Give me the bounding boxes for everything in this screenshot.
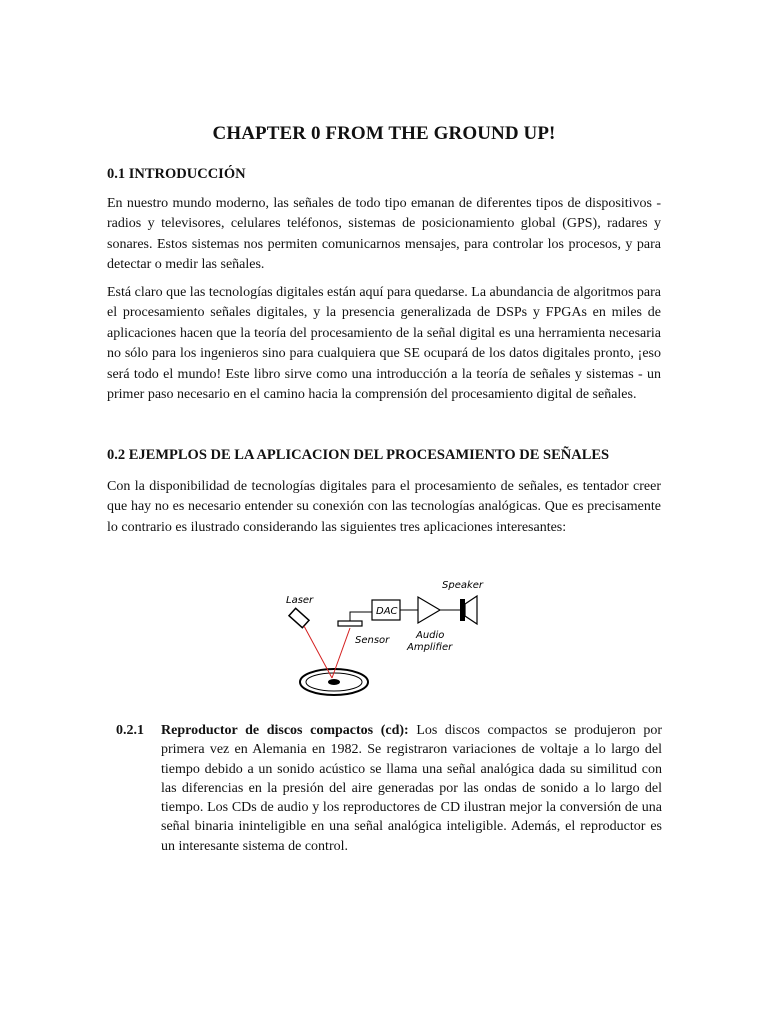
- sensor-dac-line: [350, 612, 372, 621]
- cd-player-diagram: [270, 570, 490, 710]
- intro-paragraph-1: En nuestro mundo moderno, las señales de todo tipo emanan de diferentes tipos de dispositivos - radios y televisores, celulares teléfonos, sistemas de posicionamiento global (GPS), radares y sonares. Estos sistemas nos permiten comunicarnos mensajes, para controlar los procesos, y para detectar o medir las señales.: [107, 196, 661, 273]
- subsection-term: Reproductor de discos compactos (cd):: [161, 723, 409, 738]
- subsection-body: [161, 721, 662, 856]
- label-laser: Laser: [286, 595, 314, 606]
- amplifier-triangle: [418, 597, 440, 623]
- speaker-cone: [465, 596, 477, 624]
- ejemplos-paragraph: Con la disponibilidad de tecnologías digitales para el procesamiento de señales, es tentador creer que hay no es necesario entender su conexión con las tecnologías analógicas. Que es precisamente lo contrario es ilustrado considerando las siguientes tres aplicaciones interesantes:: [107, 479, 661, 535]
- intro-paragraph-2: Está claro que las tecnologías digitales están aquí para quedarse. La abundancia de algoritmos para el procesamiento señales digitales, y la presencia generalizada de DSPs y FPGAs en miles de aplicaciones hacen que la teoría del procesamiento de la señal digital es una herramienta necesaria no sólo para los ingenieros sino para cualquiera que SE ocupará de los datos digitales pronto, ¡eso será todo el mundo! Este libro sirve como una introducción a la teoría de señales y sistemas - un primer paso necesario en el camino hacia la comprensión del procesamiento digital de señales.: [107, 285, 661, 403]
- label-dac: DAC: [376, 606, 398, 617]
- speaker-magnet: [460, 599, 465, 621]
- subsection-cd-player: [116, 721, 662, 856]
- section-heading-ejemplos: 0.2 EJEMPLOS DE LA APLICACION DEL PROCESAMIENTO DE SEÑALES: [107, 447, 610, 463]
- laser-emitter: [289, 608, 309, 627]
- label-sensor: Sensor: [355, 635, 390, 646]
- label-speaker: Speaker: [442, 580, 484, 591]
- chapter-title: CHAPTER 0 FROM THE GROUND UP!: [212, 123, 556, 144]
- subsection-text: Los discos compactos se produjeron por primera vez en Alemania en 1982. Se registraron variaciones de voltaje a lo largo del tiempo debido a un sonido acústico se llama una señal analógica dada su similitud con las diferencias en la presión del aire generadas por las ondas de sonido a lo largo del tiempo. Los CDs de audio y los reproductores de CD ilustran mejor la conversión de una señal binaria ininteligible en una señal analógica inteligible. Además, el reproductor es un interesante sistema de control.: [161, 723, 662, 854]
- label-audio: Audio: [416, 630, 445, 641]
- section-heading-introduccion: 0.1 INTRODUCCIÓN: [107, 166, 246, 182]
- disc-hole: [328, 679, 340, 685]
- sensor-block: [338, 621, 362, 626]
- label-amplifier: Amplifier: [407, 642, 453, 653]
- subsection-number: 0.2.1: [116, 723, 144, 738]
